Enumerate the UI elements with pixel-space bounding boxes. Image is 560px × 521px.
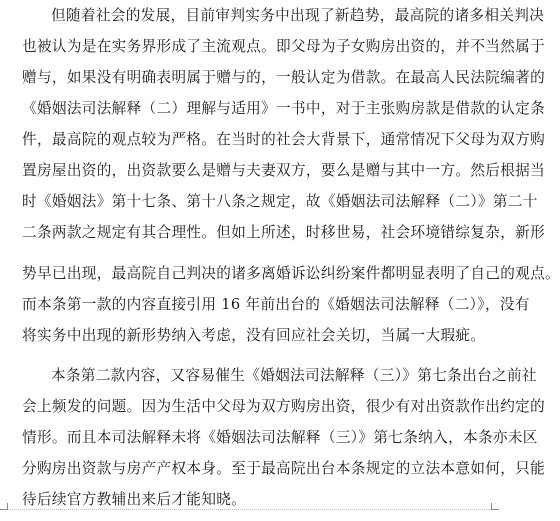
text-line-3: 赠与，如果没有明确表明属于赠与的，一般认定为借款。在最高人民法院编著的: [22, 69, 546, 86]
text-line-6: 置房屋出资的，出资款要么是赠与夫妻双方，要么是赠与其中一方。然后根据当: [22, 162, 546, 179]
page-break: [0, 254, 499, 256]
text-line-9: 势早已出现，最高院自己判决的诸多离婚诉讼纠纷案件都明显表明了自己的观点。: [22, 265, 560, 282]
text-line-12: 本条第二款内容，又容易催生《婚姻法司法解释（三）》第七条出台之前社: [51, 367, 537, 384]
text-line-7: 时《婚姻法》第十七条、第十八条之规定，故《婚姻法司法解释（二）》第二十: [22, 193, 538, 210]
text-line-4: 《婚姻法司法解释（二）理解与适用》一书中，对于主张购房款是借款的认定条: [22, 100, 546, 117]
text-line-5: 件，最高院的观点较为严格。在当时的社会大背景下，通常情况下父母为双方购: [22, 131, 546, 148]
text-line-1: 但随着社会的发展，目前审判实务中出现了新趋势，最高院的诸多相关判决: [51, 7, 545, 24]
page-corner-mark-left: [0, 509, 8, 510]
text-line-8: 二条两款之规定有其合理性。但如上所述，时移世易，社会环境错综复杂，新形: [22, 224, 546, 241]
text-line-14: 情形。而且本司法解释未将《婚姻法司法解释（三）》第七条纳入，本条亦未区: [22, 429, 538, 446]
text-line-15: 分购房出资款与房产产权本身。至于最高院出台本条规定的立法本意如何，只能: [22, 460, 546, 477]
text-line-10: 而本条第一款的内容直接引用 16 年前出台的《婚姻法司法解释（二）》，没有: [22, 296, 530, 313]
text-line-11: 将实务中出现的新形势纳入考虑，没有回应社会关切，当属一大瑕疵。: [22, 327, 486, 344]
text-line-13: 会上频发的问题。因为生活中父母为双方购房出资，很少有对出资款作出约定的: [22, 398, 546, 415]
text-line-16: 待后续官方教辅出来后才能知晓。: [22, 491, 247, 508]
text-line-2: 也被认为是在实务界形成了主流观点。即父母为子女购房出资的，并不当然属于: [22, 38, 546, 55]
